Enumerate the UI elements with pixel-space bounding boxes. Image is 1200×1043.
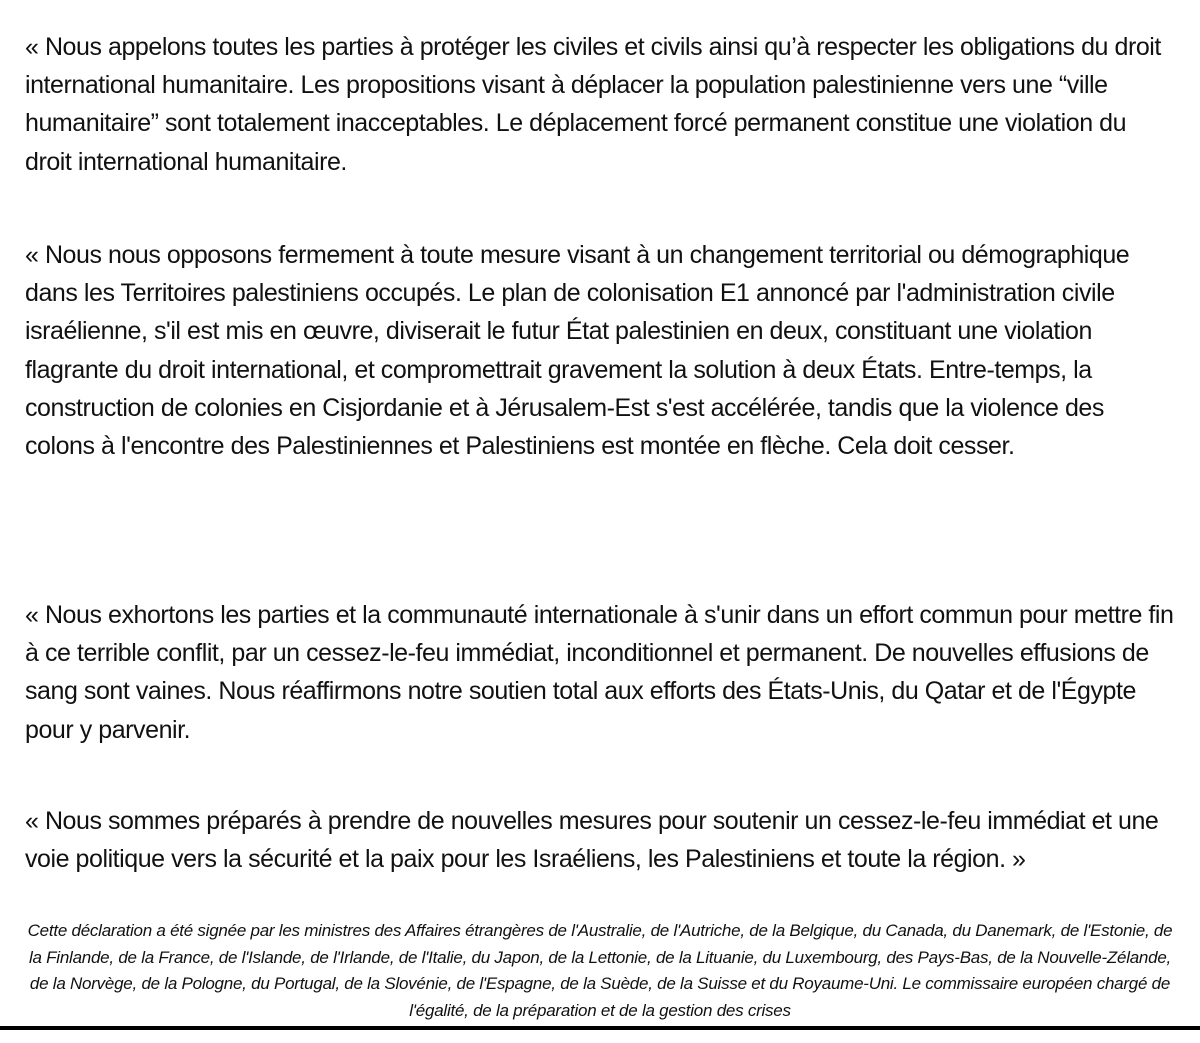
statement-paragraph-3: « Nous exhortons les parties et la communauté internationale à s'unir dans un effort commun pour mettre fin à ce terrible conflit, par un cessez-le-feu immédiat, inconditionnel et permanent. De nouvelles effusions de sang sont vaines. Nous réaffirmons notre soutien total aux efforts des États-Unis, du Qatar et de l'Égypte pour y parvenir. [25, 601, 1174, 744]
statement-paragraph-4: « Nous sommes préparés à prendre de nouvelles mesures pour soutenir un cessez-le-feu immédiat et une voie politique vers la sécurité et la paix pour les Israéliens, les Palestiniens et toute la région. » [25, 807, 1159, 874]
statement-paragraph-1: « Nous appelons toutes les parties à protéger les civiles et civils ainsi qu’à respecter les obligations du droit international humanitaire. Les propositions visant à déplacer la population palestinienne vers une “ville humanitaire” sont totalement inacceptables. Le déplacement forcé permanent constitue une violation du droit international humanitaire. [25, 33, 1161, 176]
signatories-footnote: Cette déclaration a été signée par les ministres des Affaires étrangères de l'Australie, de l'Autriche, de la Belgique, du Canada, du Danemark, de l'Estonie, de la Finlande, de la France, de l'Islande, de l'Irlande, de l'Italie, du Japon, de la Lettonie, de la Lituanie, du Luxembourg, des Pays-Bas, de la Nouvelle-Zélande, de la Norvège, de la Pologne, du Portugal, de la Slovénie, de l'Espagne, de la Suède, de la Suisse et du Royaume-Uni. Le commissaire européen chargé de l'égalité, de la préparation et de la gestion des crises [27, 921, 1173, 1020]
statement-paragraph-2: « Nous nous opposons fermement à toute mesure visant à un changement territorial ou démographique dans les Territoires palestiniens occupés. Le plan de colonisation E1 annoncé par l'administration civile israélienne, s'il est mis en œuvre, diviserait le futur État palestinien en deux, constituant une violation flagrante du droit international, et compromettrait gravement la solution à deux États. Entre-temps, la construction de colonies en Cisjordanie et à Jérusalem-Est s'est accélérée, tandis que la violence des colons à l'encontre des Palestiniennes et Palestiniens est montée en flèche. Cela doit cesser. [25, 241, 1130, 461]
bottom-divider [0, 1026, 1200, 1030]
